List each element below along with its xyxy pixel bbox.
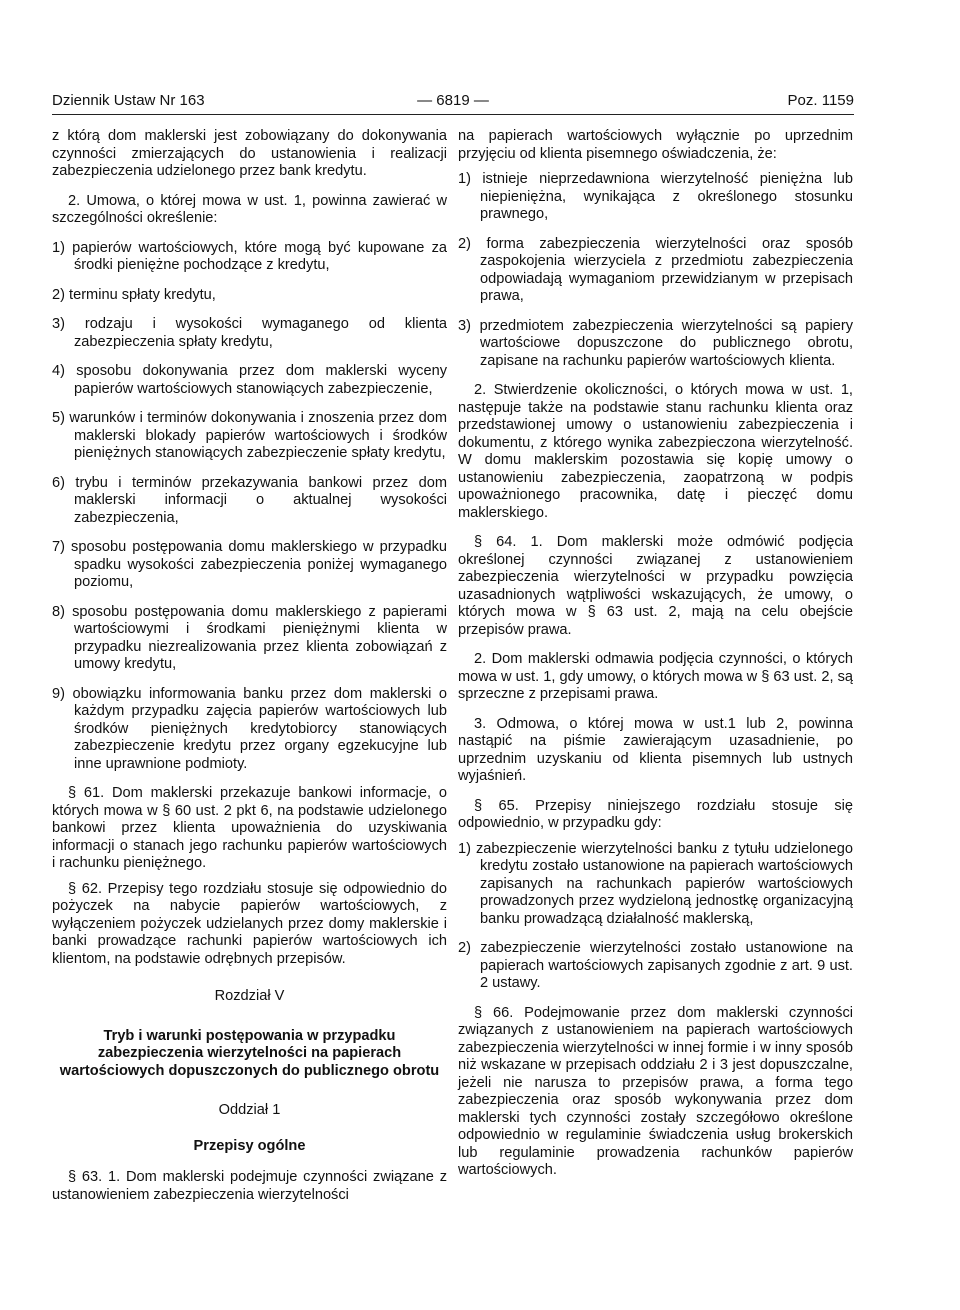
position-number: Poz. 1159 — [787, 92, 854, 109]
page-number: — 6819 — — [417, 92, 489, 109]
paragraph: § 61. Dom maklerski przekazuje bankowi informacje, o których mowa w § 60 ust. 2 pkt 6, na podstawie udzielonego bankowi przez klienta upoważnienia do uzyskiwania informacji o stanach jego rachunku papierów wartościowych i rachunku pieniężnego. — [52, 785, 447, 871]
paragraph: § 64. 1. Dom maklerski może odmówić podjęcia określonej czynności związanej z ustanowieniem zabezpieczenia wierzytelności w przypadku powzięcia uzasadnionych wątpliwości wskazujących, że umowy, o których mowa w § 63 ust. 2, mają na celu obejście przepisów prawa. — [458, 534, 853, 638]
paragraph: 2. Umowa, o której mowa w ust. 1, powinna zawierać w szczególności określenie: — [52, 192, 447, 226]
list-item: 1) istnieje nieprzedawniona wierzytelność pieniężna lub niepieniężna, wynikająca z określonego stosunku prawnego, — [458, 171, 853, 222]
list-item: 2) terminu spłaty kredytu, — [52, 286, 216, 303]
section-title: Przepisy ogólne — [193, 1137, 306, 1154]
list-item: 8) sposobu postępowania domu maklerskiego z papierami wartościowymi i środkami pieniężnymi klienta w przypadku niezrealizowania przez klienta zobowiązań z umowy kredytu, — [52, 603, 447, 672]
section-heading: Oddział 1 — [218, 1102, 281, 1118]
list-item: 3) rodzaju i wysokości wymaganego od klienta zabezpieczenia spłaty kredytu, — [52, 316, 447, 350]
chapter-heading: Rozdział V — [214, 988, 285, 1004]
list-item: 9) obowiązku informowania banku przez dom maklerski o każdym przypadku zajęcia papierów wartościowych lub środków pieniężnych kredytobiorcy stanowiących zabezpieczenie kredytu przez organy egzekucyjne lub inne uprawnione podmioty. — [52, 685, 447, 772]
paragraph: 2. Dom maklerski odmawia podjęcia czynności, o których mowa w ust. 1, gdy umowy, o których mowa w § 63 ust. 2, są sprzeczne z przepisami prawa. — [458, 651, 853, 702]
page-header — [52, 92, 854, 115]
list-item: 6) trybu i terminów przekazywania bankowi przez dom maklerski informacji o aktualnej wysokości zabezpieczenia, — [52, 474, 447, 526]
chapter-title: Tryb i warunki postępowania w przypadku zabezpieczenia wierzytelności na papierach wartościowych dopuszczonych do publicznego obrotu — [59, 1027, 440, 1079]
left-column — [52, 128, 447, 1216]
right-column — [458, 128, 853, 1192]
list-item: 2) forma zabezpieczenia wierzytelności oraz sposób zaspokojenia wierzyciela z przedmiotu zabezpieczenia odpowiadają wymaganiom przewidzianym w przepisach prawa, — [458, 235, 853, 304]
paragraph: § 66. Podejmowanie przez dom maklerski czynności związanych z ustanowieniem na papierach wartościowych zabezpieczenia wierzytelności w innej formie i w inny sposób niż wskazane w przepisach oddziału 2 i 3 jest dopuszczalne, jeżeli nie narusza to przepisów prawa, a forma tego zabezpieczenia oraz sposób wykonywania przez dom maklerski tych czynności zostały szczegółowo określone odpowiednio w regulaminie świadczenia usług brokerskich lub regulaminie prowadzenia rachunków papierów wartościowych. — [458, 1004, 853, 1178]
paragraph: § 63. 1. Dom maklerski podejmuje czynności związane z ustanowieniem zabezpieczenia wierzytelności — [52, 1169, 447, 1203]
list-item: 3) przedmiotem zabezpieczenia wierzytelności są papiery wartościowe dopuszczone do publicznego obrotu, zapisane na rachunku papierów wartościowych klienta. — [458, 317, 853, 369]
paragraph: 3. Odmowa, o której mowa w ust.1 lub 2, powinna nastąpić na piśmie zawierającym uzasadnienie, po uprzednim uzyskaniu od klienta pisemnych lub ustnych wyjaśnień. — [458, 715, 853, 784]
list-item: 1) papierów wartościowych, które mogą być kupowane za środki pieniężne pochodzące z kredytu, — [52, 239, 447, 273]
list-item: 7) sposobu postępowania domu maklerskiego w przypadku spadku wysokości zabezpieczenia poniżej wymaganego poziomu, — [52, 539, 447, 590]
paragraph: § 65. Przepisy niniejszego rozdziału stosuje się odpowiednio, w przypadku gdy: — [458, 797, 853, 831]
paragraph: na papierach wartościowych wyłącznie po uprzednim przyjęciu od klienta pisemnego oświadczenia, że: — [458, 128, 853, 162]
paragraph: 2. Stwierdzenie okoliczności, o których mowa w ust. 1, następuje także na podstawie stanu rachunku klienta oraz przedstawionej umowy o ustanowieniu zabezpieczenia i dokumentu, z którego wynika zabezpieczona wierzytelność. W domu maklerskim pozostawia się kopię umowy o ustanowieniu zabezpieczenia, zaopatrzoną w podpis upoważnionego pracownika, datę i pieczęć domu maklerskiego. — [458, 382, 853, 521]
list-item: 5) warunków i terminów dokonywania i znoszenia przez dom maklerski blokady papierów wartościowych i środków pieniężnych stanowiących zabezpieczenie spłaty kredytu, — [52, 410, 447, 461]
journal-title: Dziennik Ustaw Nr 163 — [52, 92, 205, 109]
list-item: 1) zabezpieczenie wierzytelności banku z tytułu udzielonego kredytu zostało ustanowione na papierach wartościowych zapisanych na rachunkach papierów wartościowych prowadzonych przez wydzieloną jednostkę organizacyjną banku prowadzącą działalność maklerską, — [458, 840, 853, 927]
paragraph: § 62. Przepisy tego rozdziału stosuje się odpowiednio do pożyczek na nabycie papierów wartościowych, z wyłączeniem pożyczek udzielanych przez domy maklerskie i banki prowadzące rachunki papierów wartościowych ich klientom, na podstawie odrębnych przepisów. — [52, 880, 447, 967]
list-item: 4) sposobu dokonywania przez dom maklerski wyceny papierów wartościowych stanowiących zabezpieczenie, — [52, 363, 447, 397]
list-item: 2) zabezpieczenie wierzytelności zostało ustanowione na papierach wartościowych zapisanych zgodnie z art. 9 ust. 2 ustawy. — [458, 940, 853, 991]
paragraph: z którą dom maklerski jest zobowiązany do dokonywania czynności zmierzających do ustanowienia i realizacji zabezpieczenia udzielonego przez bank kredytu. — [52, 128, 447, 179]
